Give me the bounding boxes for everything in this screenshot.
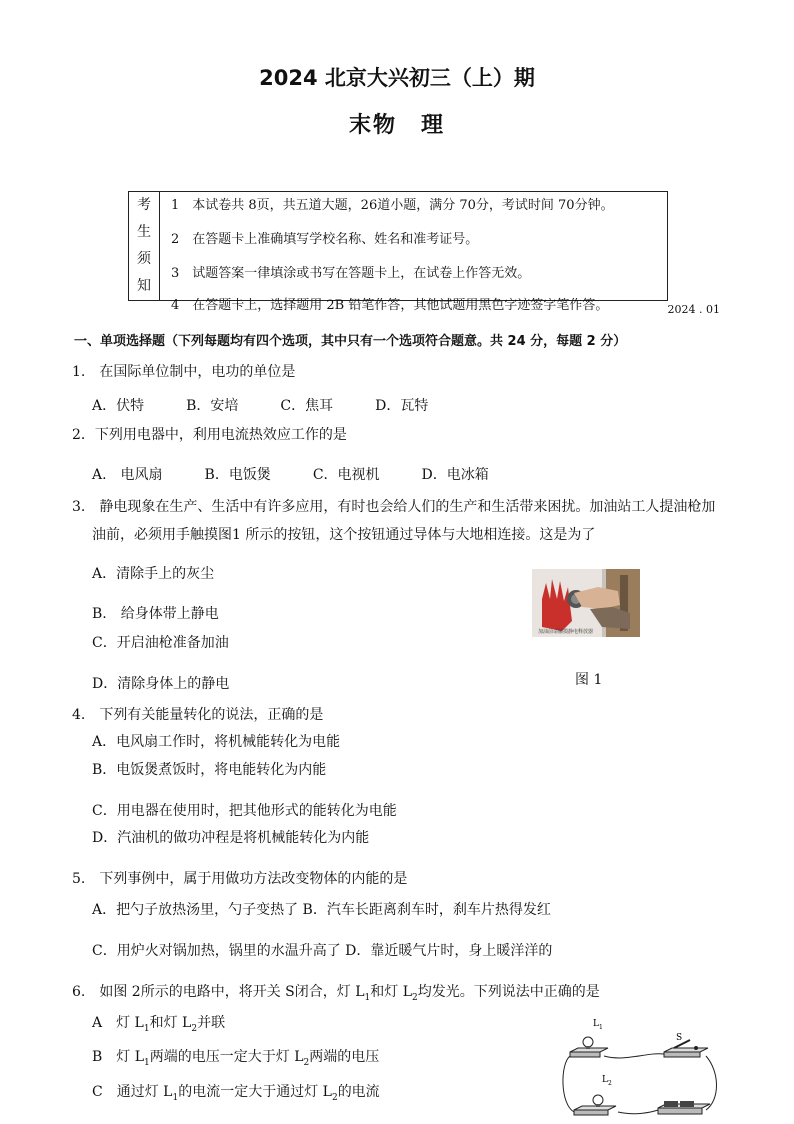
- subscript: 2: [303, 1057, 310, 1068]
- section-heading: 一、单项选择题（下列每题均有四个选项，其中只有一个选项符合题意。共 24 分，每题 2 分）: [74, 334, 627, 349]
- question-4-option-a: A．电风扇工作时，将机械能转化为电能: [92, 734, 341, 750]
- subscript: 1: [172, 1092, 179, 1103]
- option-text: 和灯 L: [149, 1015, 192, 1031]
- label-l1: $L_1$: [593, 1019, 603, 1031]
- battery: [658, 1101, 710, 1114]
- notice-side-char: 考: [137, 197, 151, 213]
- exam-subject: 末物 理: [348, 113, 445, 138]
- question-3-option-c: C．开启油枪准备加油: [92, 635, 229, 651]
- question-2-options: A. 电风扇 B．电饭煲 C．电视机 D．电冰箱: [92, 467, 489, 483]
- question-6-stem-part: 均发光。下列说法中正确的是: [417, 984, 600, 1000]
- question-2-stem: 2．下列用电器中，利用电流热效应工作的是: [72, 427, 347, 443]
- subscript: 2: [412, 992, 418, 1003]
- question-3-option-d: D．清除身体上的静电: [92, 676, 230, 692]
- subscript: 1: [143, 1023, 150, 1034]
- label-s: S: [676, 1033, 683, 1043]
- option-text: 的电流: [337, 1084, 380, 1100]
- figure-1-photo: [532, 569, 640, 637]
- notice-side-char: 生: [137, 224, 151, 240]
- figure-1-sign-text: 加油前请触摸静电释放器: [538, 629, 594, 635]
- question-3-option-b: B. 给身体带上静电: [92, 606, 219, 622]
- option-text: B 灯 L: [92, 1049, 145, 1065]
- option-text: 两端的电压: [309, 1049, 380, 1065]
- notice-side-char: 须: [137, 251, 151, 267]
- lamp-l2: [574, 1095, 616, 1115]
- notice-side-label: [129, 192, 160, 300]
- question-1-stem: 1. 在国际单位制中，电功的单位是: [72, 364, 296, 380]
- notice-rule: 4 在答题卡上，选择题用 2B 铅笔作答，其他试题用黑色字迹签字笔作答。: [171, 298, 609, 313]
- subscript: 2: [331, 1092, 338, 1103]
- option-text: A 灯 L: [92, 1015, 144, 1031]
- question-4-option-d: D．汽油机的做功冲程是将机械能转化为内能: [92, 830, 370, 846]
- question-4-stem: 4. 下列有关能量转化的说法，正确的是: [72, 707, 324, 723]
- question-3-stem-line1: 3. 静电现象在生产、生活中有许多应用，有时也会给人们的生产和生活带来困扰。加油站工人提油枪加: [72, 499, 716, 515]
- subscript: 2: [191, 1023, 198, 1034]
- notice-rule: 3 试题答案一律填涂或书写在答题卡上，在试卷上作答无效。: [171, 266, 531, 281]
- question-5-options-line1: A．把勺子放热汤里，勺子变热了 B．汽车长距离刹车时，刹车片热得发红: [92, 902, 551, 918]
- figure-1-caption: 图 1: [575, 672, 603, 688]
- subscript: 1: [144, 1057, 150, 1068]
- exam-date: 2024 . 01: [667, 303, 720, 316]
- question-6-option-b: [92, 1046, 379, 1068]
- question-6-option-a: [92, 1012, 225, 1034]
- question-5-options-line2: C．用炉火对锅加热，锅里的水温升高了 D．靠近暖气片时，身上暖洋洋的: [92, 943, 553, 959]
- exam-title: 2024 北京大兴初三（上）期: [259, 66, 535, 90]
- question-1-options: A．伏特 B．安培 C．焦耳 D．瓦特: [92, 398, 429, 414]
- lamp-l1: [570, 1037, 608, 1057]
- notice-side-char: 知: [137, 278, 151, 294]
- question-6-stem-part: 6. 如图 2所示的电路中，将开关 S闭合，灯 L: [72, 984, 365, 1000]
- notice-box: [128, 191, 668, 313]
- question-4-option-b: B．电饭煲煮饭时，将电能转化为内能: [92, 762, 327, 778]
- option-text: 并联: [197, 1015, 226, 1031]
- option-text: 的电流一定大于通过灯 L: [178, 1084, 332, 1100]
- question-4-option-c: C．用电器在使用时，把其他形式的能转化为电能: [92, 803, 397, 819]
- question-6-option-c: [92, 1081, 380, 1103]
- option-text: 两端的电压一定大于灯 L: [149, 1049, 304, 1065]
- question-6-stem: [72, 981, 600, 1003]
- question-5-stem: 5. 下列事例中，属于用做功方法改变物体的内能的是: [72, 871, 408, 887]
- question-3-stem-line2: 油前，必须用手触摸图1 所示的按钮，这个按钮通过导体与大地相连接。这是为了: [92, 527, 596, 543]
- label-l2: $L_2$: [602, 1075, 612, 1087]
- question-6-stem-part: 和灯 L: [370, 984, 412, 1000]
- notice-rule: 2 在答题卡上准确填写学校名称、姓名和准考证号。: [171, 232, 479, 247]
- figure-2-circuit: [556, 1012, 724, 1120]
- notice-rule: 1 本试卷共 8页，共五道大题，26道小题，满分 70分，考试时间 70分钟。: [171, 198, 614, 213]
- switch-s: [664, 1040, 708, 1057]
- question-3-option-a: A．清除手上的灰尘: [92, 566, 215, 582]
- option-text: C 通过灯 L: [92, 1084, 173, 1100]
- subscript: 1: [364, 992, 371, 1003]
